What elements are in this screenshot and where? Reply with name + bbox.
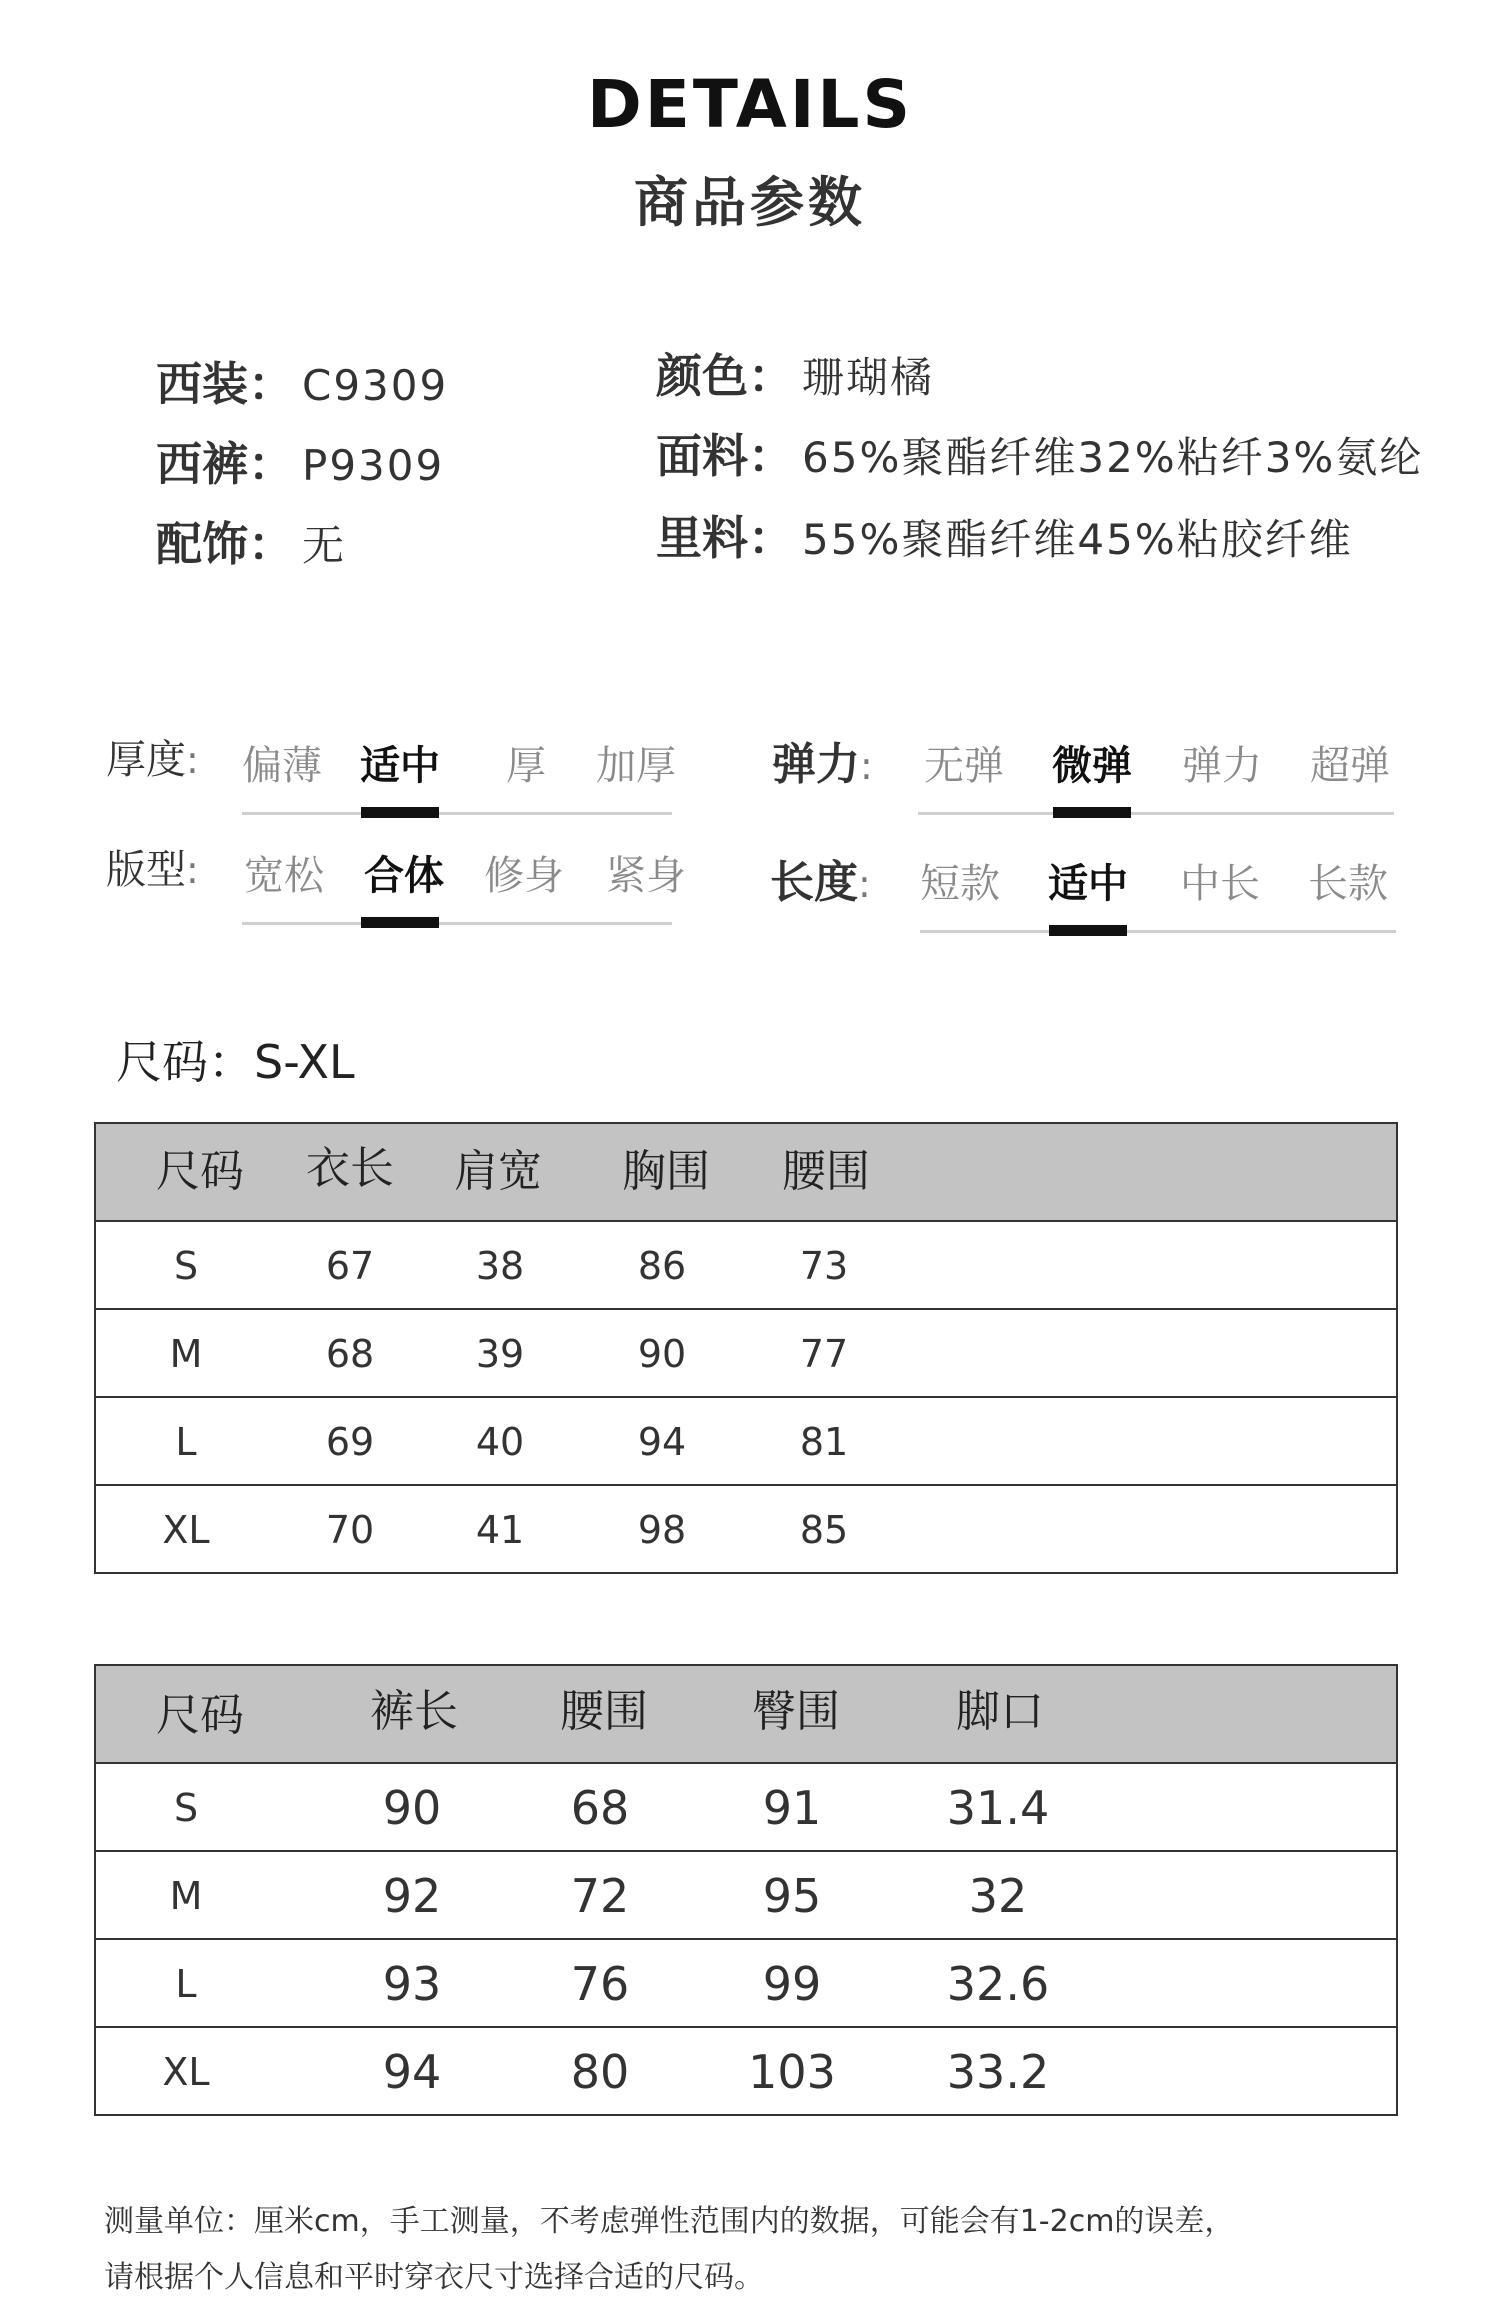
table-cell: 40 [475,1420,525,1464]
attr-track [918,812,1394,815]
attr-option-thick: 厚 [506,743,546,789]
table-header-cell: 脚口 [956,1686,1044,1737]
table-header-cell: 腰围 [782,1146,870,1197]
spec-value: P9309 [302,441,445,490]
table-cell: 103 [748,2045,836,2099]
table-cell: 80 [570,2045,630,2099]
table-cell: 68 [570,1781,630,1835]
spec-value: 55%聚酯纤维45%粘胶纤维 [802,515,1353,564]
attr-option-medium-selected: 适中 [360,743,440,789]
attr-option-super-stretch: 超弹 [1310,743,1390,789]
spec-color [656,340,934,406]
table-header-cell: 裤长 [370,1686,458,1737]
table-header-cell: 肩宽 [454,1146,542,1197]
table-header-cell: 胸围 [622,1146,710,1197]
attr-length [770,846,1410,946]
table-header-cell: 尺码 [156,1146,244,1197]
table-row [96,1762,1396,1850]
table-row [96,1308,1396,1396]
attr-label: 版型: [106,847,199,893]
table-cell: L [175,1962,197,2006]
spec-value: 65%聚酯纤维32%粘纤3%氨纶 [802,433,1424,482]
spec-value: C9309 [302,361,449,410]
spec-label: 里料： [656,511,794,565]
attr-option-thin: 偏薄 [242,743,322,789]
table-cell: 73 [799,1244,849,1288]
table-cell: 95 [762,1869,822,1923]
table-cell: 39 [475,1332,525,1376]
table-header-cell: 尺码 [156,1690,244,1741]
spec-value: 无 [302,521,347,570]
attr-label: 长度: [770,857,871,908]
spec-value: 珊瑚橘 [802,353,935,402]
table-cell: S [173,1244,199,1288]
spec-trousers [156,428,444,494]
attr-option-no-stretch: 无弹 [924,743,1004,789]
spec-accessory [156,508,346,574]
table-cell: 33.2 [946,2045,1050,2099]
table-cell: 85 [799,1508,849,1552]
spec-lining [656,502,1353,568]
table-cell: 93 [382,1957,442,2011]
attr-option-slight-stretch-selected: 微弹 [1052,743,1132,789]
table-cell: 94 [382,2045,442,2099]
table-row [96,1396,1396,1484]
table-cell: 31.4 [946,1781,1050,1835]
table-header-row [96,1124,1396,1220]
table-header-cell: 臀围 [752,1686,840,1737]
attr-option-stretch: 弹力 [1182,743,1262,789]
attr-track [920,930,1396,933]
table-cell: 38 [475,1244,525,1288]
table-cell: 81 [799,1420,849,1464]
table-cell: 32.6 [946,1957,1050,2011]
table-cell: 98 [637,1508,687,1552]
table-cell: 90 [382,1781,442,1835]
table-cell: M [169,1874,203,1918]
attr-option-long: 长款 [1308,861,1388,907]
table-cell: 76 [570,1957,630,2011]
table-cell: 99 [762,1957,822,2011]
spec-label: 西装： [156,357,294,411]
attr-option-loose: 宽松 [244,853,324,899]
table-row [96,1938,1396,2026]
attr-track [242,812,672,815]
attr-elasticity [772,728,1412,828]
measurement-note-line-2: 请根据个人信息和平时穿衣尺寸选择合适的尺码。 [104,2260,764,2295]
table-cell: 90 [637,1332,687,1376]
table-header-row [96,1666,1396,1762]
attr-selected-marker [1049,925,1127,936]
table-cell: 32 [968,1869,1028,1923]
table-row [96,1220,1396,1308]
attr-option-mid-long: 中长 [1180,861,1260,907]
spec-label: 西裤： [156,437,294,491]
table-header-cell: 衣长 [306,1143,394,1194]
measurement-note-line-1: 测量单位：厘米cm，手工测量，不考虑弹性范围内的数据，可能会有1-2cm的误差， [104,2204,1235,2239]
table-cell: 69 [325,1420,375,1464]
table-cell: 77 [799,1332,849,1376]
attr-track [242,922,672,925]
table-cell: 92 [382,1869,442,1923]
table-cell: 91 [762,1781,822,1835]
pants-size-table [94,1664,1398,2116]
table-cell: 68 [325,1332,375,1376]
page-subtitle: 商品参数 [634,171,866,234]
attr-thickness [106,728,686,828]
table-cell: L [175,1420,197,1464]
attr-option-tight: 紧身 [606,853,686,899]
spec-suit [156,348,448,414]
table-cell: 72 [570,1869,630,1923]
table-header-cell: 腰围 [560,1686,648,1737]
spec-label: 配饰： [156,517,294,571]
spec-fabric [656,420,1423,486]
attr-label: 厚度: [106,737,199,783]
attr-label: 弹力: [772,739,873,790]
attr-option-medium-selected: 适中 [1048,861,1128,907]
attr-selected-marker [361,917,439,928]
table-cell: 86 [637,1244,687,1288]
attr-selected-marker [361,807,439,818]
attr-option-extra-thick: 加厚 [596,743,676,789]
table-cell: S [173,1786,199,1830]
table-cell: XL [162,1508,210,1552]
table-cell: 70 [325,1508,375,1552]
table-row [96,1850,1396,1938]
size-range-heading: 尺码：S-XL [116,1035,355,1089]
page-title: DETAILS [587,66,913,143]
spec-label: 颜色： [656,349,794,403]
jacket-size-table [94,1122,1398,1574]
table-row [96,1484,1396,1572]
spec-label: 面料： [656,429,794,483]
attr-fit [106,838,686,938]
attr-selected-marker [1053,807,1131,818]
attr-option-slim: 修身 [484,853,564,899]
table-cell: XL [162,2050,210,2094]
table-cell: 94 [637,1420,687,1464]
table-cell: M [169,1332,203,1376]
table-row [96,2026,1396,2114]
attr-option-short: 短款 [920,861,1000,907]
attr-option-regular-selected: 合体 [364,853,444,899]
table-cell: 67 [325,1244,375,1288]
table-cell: 41 [475,1508,525,1552]
